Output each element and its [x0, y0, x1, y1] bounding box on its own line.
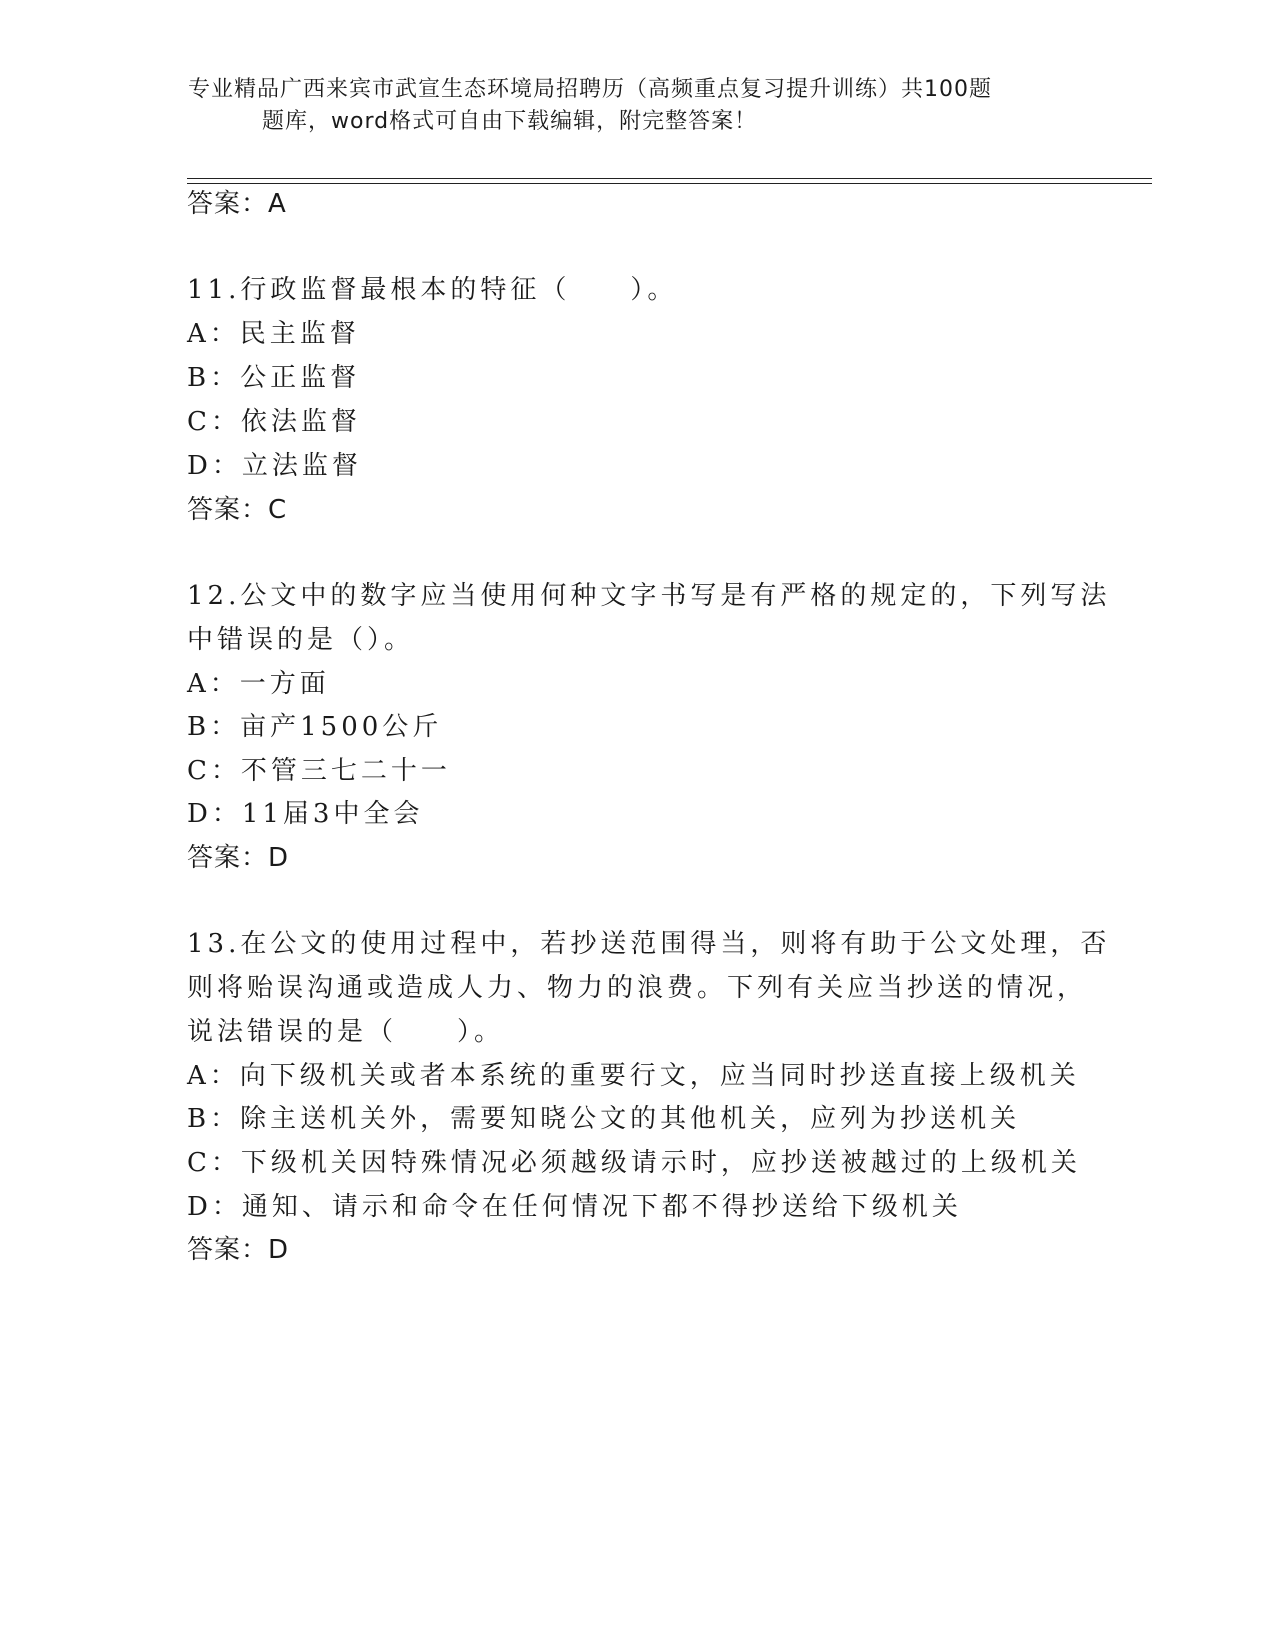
question-11-option-a: A：民主监督 [187, 319, 360, 349]
question-13-option-a: A：向下级机关或者本系统的重要行文，应当同时抄送直接上级机关 [187, 1061, 1080, 1091]
question-13-option-c: C：下级机关因特殊情况必须越级请示时，应抄送被越过的上级机关 [187, 1148, 1081, 1178]
question-13-text-line3: 说法错误的是（ ）。 [187, 1017, 505, 1047]
question-12-option-c: C：不管三七二十一 [187, 756, 451, 786]
header-divider-secondary [187, 183, 1152, 184]
question-13-text-line1: 13.在公文的使用过程中，若抄送范围得当，则将有助于公文处理，否 [187, 929, 1111, 959]
question-11-option-b: B：公正监督 [187, 363, 361, 393]
question-12-option-d: D：11届3中全会 [187, 799, 424, 829]
header-title-line1: 专业精品广西来宾市武宣生态环境局招聘历（高频重点复习提升训练）共100题 [188, 77, 992, 102]
question-11-text: 11.行政监督最根本的特征（ ）。 [187, 275, 678, 305]
previous-answer: 答案：A [187, 189, 287, 219]
question-11-answer: 答案：C [187, 495, 288, 525]
header-divider [187, 178, 1152, 179]
question-12-option-b: B：亩产1500公斤 [187, 712, 443, 742]
question-11-option-d: D：立法监督 [187, 451, 362, 481]
question-13-option-b: B：除主送机关外，需要知晓公文的其他机关，应列为抄送机关 [187, 1104, 1021, 1134]
header-title-line2: 题库，word格式可自由下载编辑，附完整答案！ [262, 109, 758, 134]
question-13-answer: 答案：D [187, 1235, 290, 1265]
question-12-text-line1: 12.公文中的数字应当使用何种文字书写是有严格的规定的，下列写法 [187, 581, 1111, 611]
question-13-text-line2: 则将贻误沟通或造成人力、物力的浪费。下列有关应当抄送的情况， [187, 973, 1088, 1003]
question-12-option-a: A：一方面 [187, 669, 330, 699]
page-header [188, 74, 1068, 138]
question-13-option-d: D：通知、请示和命令在任何情况下都不得抄送给下级机关 [187, 1192, 962, 1222]
question-11-option-c: C：依法监督 [187, 407, 361, 437]
question-12-text-line2: 中错误的是（）。 [187, 625, 415, 655]
question-12-answer: 答案：D [187, 843, 290, 873]
